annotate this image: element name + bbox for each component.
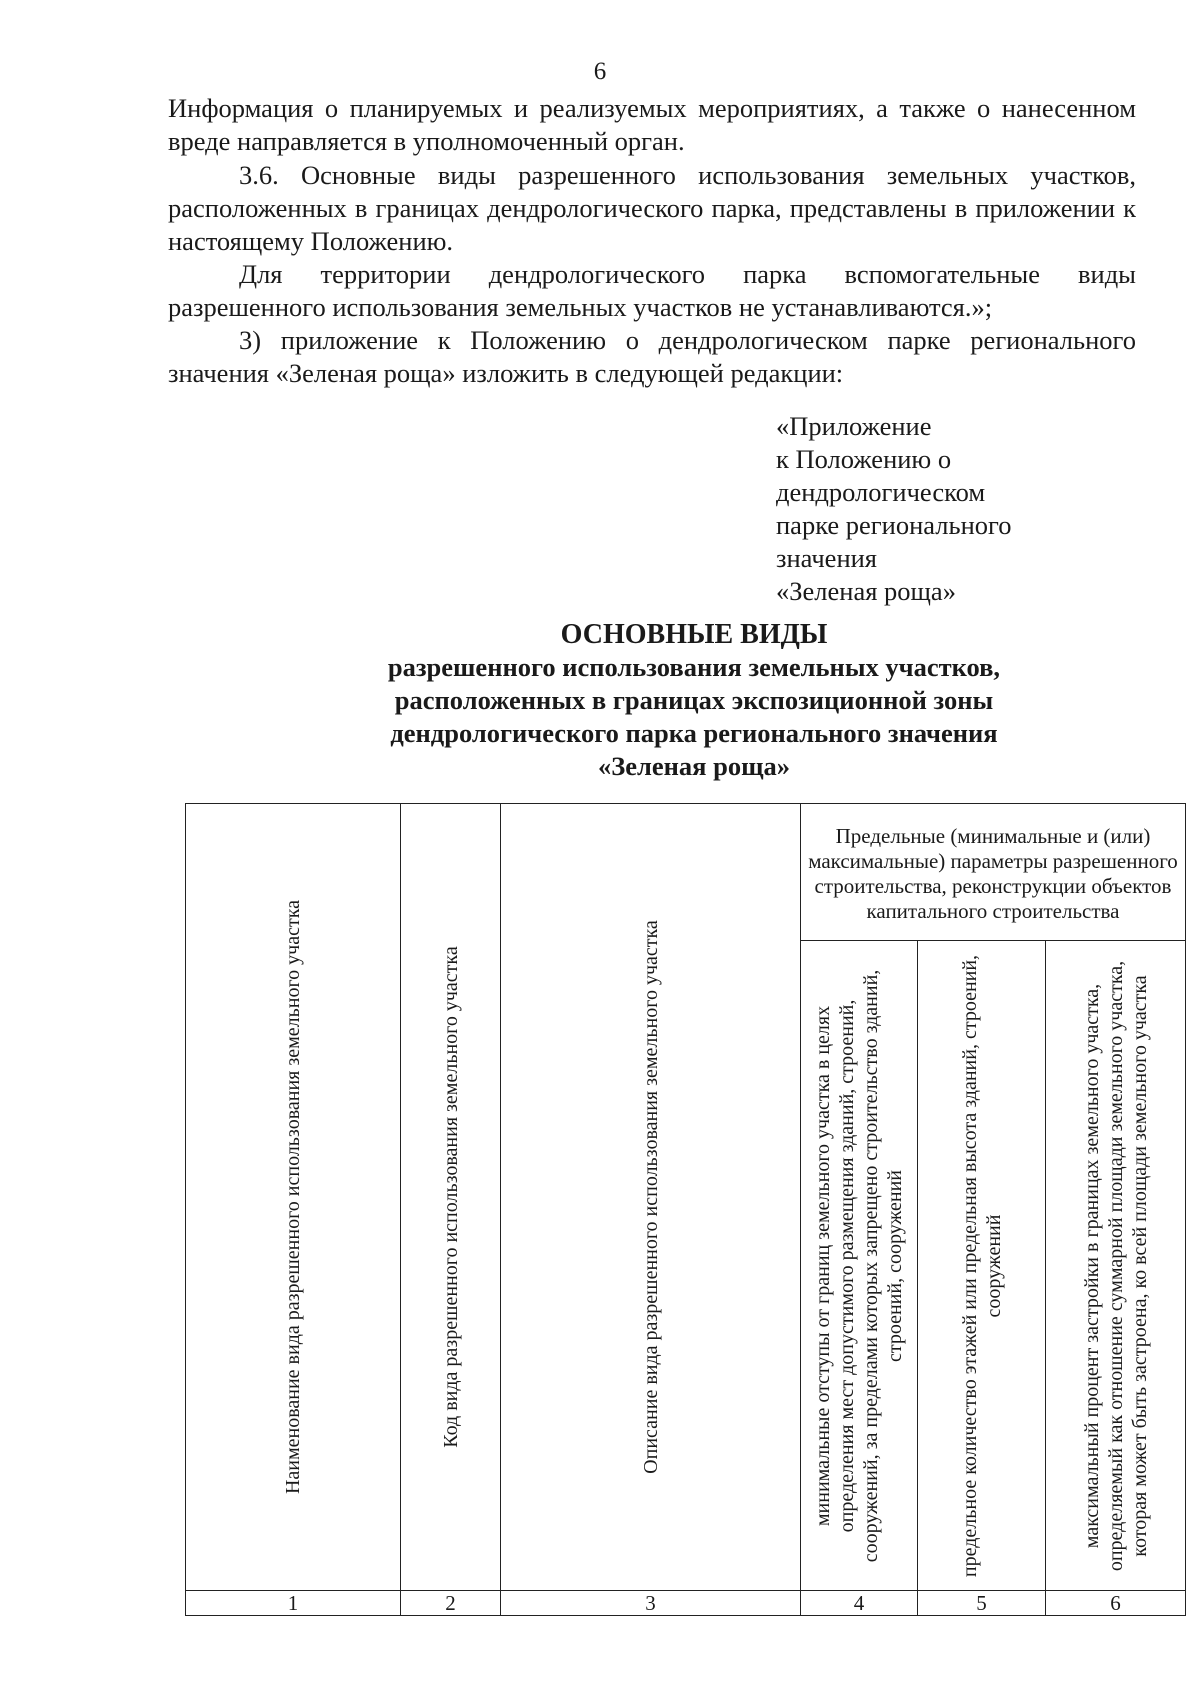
header-col-5-text: предельное количество этажей или предельная высота зданий, строений, сооружений (958, 954, 1005, 1577)
heading-main: ОСНОВНЫЕ ВИДЫ (560, 619, 828, 650)
header-col-2 (401, 804, 501, 1591)
header-col-1 (186, 804, 401, 1591)
header-col-2-text: Код вида разрешенного использования земельного участка (439, 946, 462, 1448)
header-col-3-text: Описание вида разрешенного использования земельного участка (639, 920, 662, 1474)
header-group-limits: Предельные (минимальные и (или) максимальные) параметры разрешенного строительства, реконструкции объектов капитального строительства (801, 804, 1186, 941)
column-number: 5 (918, 1591, 1046, 1616)
paragraph-auxiliary: Для территории дендрологического парка вспомогательные виды разрешенного использования земельных участков не устанавливаются.»; (168, 259, 1136, 322)
header-col-6-text: максимальный процент застройки в границах земельного участка, определяемый как отношение суммарной площади земельного участка, которая может быть застроена, ко всей площади земельного участка (1080, 960, 1151, 1571)
header-col-5 (918, 941, 1046, 1591)
appendix-line: дендрологическом (776, 477, 986, 507)
column-number: 4 (801, 1591, 918, 1616)
column-number: 3 (501, 1591, 801, 1616)
appendix-line: «Зеленая роща» (776, 576, 956, 606)
paragraph-3-6: 3.6. Основные виды разрешенного использования земельных участков, расположенных в границах дендрологического парка, представлены в приложении к настоящему Положению. (168, 160, 1136, 256)
appendix-line: значения (776, 543, 877, 573)
column-number: 6 (1046, 1591, 1186, 1616)
document-heading (168, 618, 1200, 783)
column-number: 2 (401, 1591, 501, 1616)
appendix-line: парке регионального (776, 510, 1012, 540)
page-number: 6 (593, 58, 607, 85)
header-col-1-text: Наименование вида разрешенного использования земельного участка (282, 899, 304, 1495)
appendix-note (776, 410, 1012, 608)
land-use-table (185, 803, 1185, 1615)
column-number: 1 (186, 1591, 401, 1616)
heading-subtitle: разрешенного использования земельных участков, расположенных в границах экспозиционной зоны дендрологического парка регионального значения «Зеленая роща» (387, 652, 1001, 781)
header-col-4 (801, 941, 918, 1591)
header-col-4-text: минимальные отступы от границ земельного участка в целях определения мест допустимого размещения зданий, строений, сооружений, за пределами которых запрещено строительство зданий, строений, сооружений (812, 969, 906, 1562)
appendix-line: «Приложение (776, 411, 932, 441)
paragraph-item-3: 3) приложение к Положению о дендрологическом парке регионального значения «Зеленая роща» изложить в следующей редакции: (168, 325, 1136, 388)
column-numbers-row (186, 1591, 1186, 1616)
paragraph-info: Информация о планируемых и реализуемых мероприятиях, а также о нанесенном вреде направляется в уполномоченный орган. (168, 93, 1136, 156)
header-col-6 (1046, 941, 1186, 1591)
header-col-3 (501, 804, 801, 1591)
appendix-line: к Положению о (776, 444, 952, 474)
